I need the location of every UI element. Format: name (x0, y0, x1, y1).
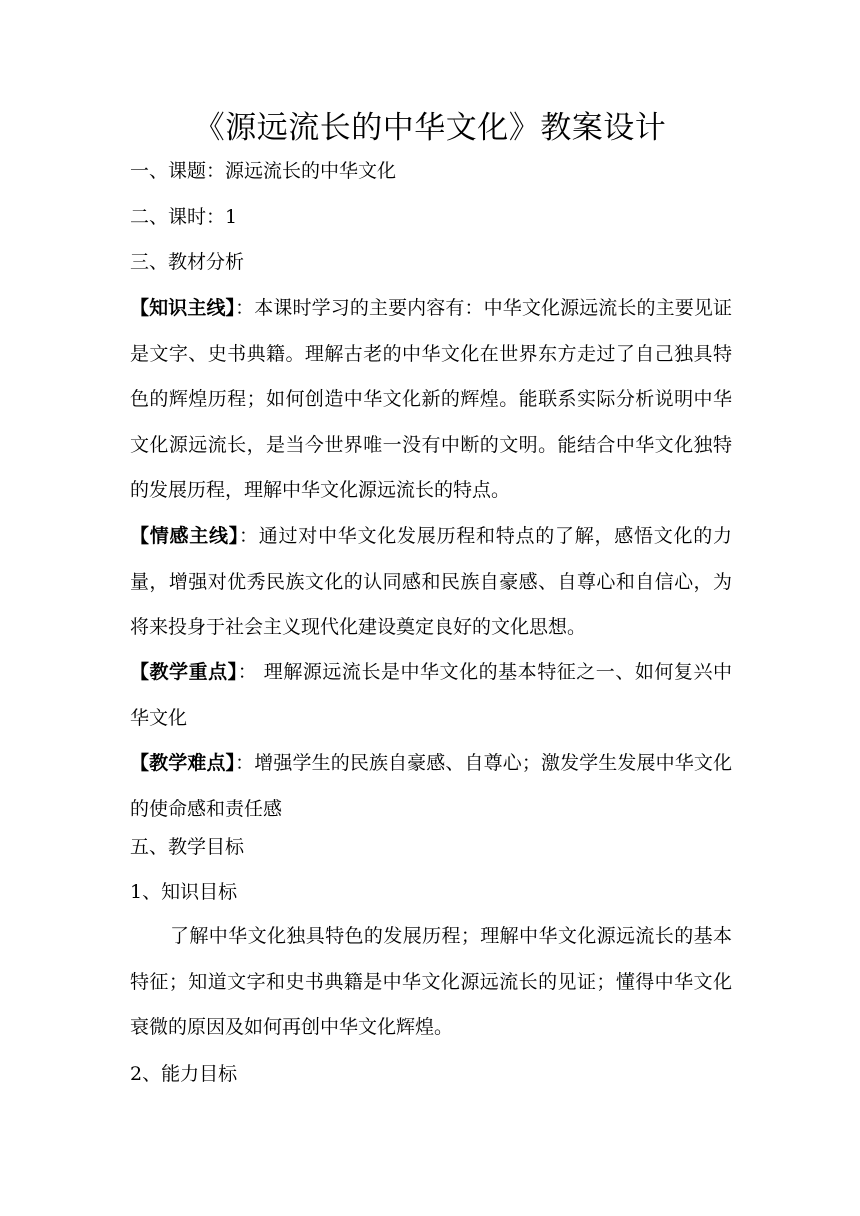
teaching-difficulty-text: ：增强学生的民族自豪感、自尊心；激发学生发展中华文化的使命感和责任感 (130, 752, 732, 820)
knowledge-mainline-label: 【知识主线】 (130, 297, 236, 319)
ability-goal-heading: 2、能力目标 (130, 1063, 238, 1085)
emotion-mainline-text: ：通过对中华文化发展历程和特点的了解，感悟文化的力量，增强对优秀民族文化的认同感和民族自豪感、自尊心和自信心，为将来投身于社会主义现代化建设奠定良好的文化思想。 (130, 525, 732, 638)
goals-heading: 五、教学目标 (130, 836, 245, 858)
knowledge-mainline-text: ：本课时学习的主要内容有：中华文化源远流长的主要见证是文字、史书典籍。理解古老的中华文化在世界东方走过了自己独具特色的辉煌历程；如何创造中华文化新的辉煌。能联系实际分析说明中华文化源远流长，是当今世界唯一没有中断的文明。能结合中华文化独特的发展历程，理解中华文化源远流长的特点。 (130, 297, 732, 501)
teaching-key-point-label: 【教学重点】 (130, 661, 238, 683)
emotion-mainline-label: 【情感主线】 (130, 525, 239, 547)
topic-line: 一、课题：源远流长的中华文化 (130, 160, 397, 182)
knowledge-goal-paragraph: 了解中华文化独具特色的发展历程；理解中华文化源远流长的基本特征；知道文字和史书典籍是中华文化源远流长的见证；懂得中华文化衰微的原因及如何再创中华文化辉煌。 (130, 925, 732, 1038)
teaching-difficulty-label: 【教学难点】 (130, 752, 236, 774)
emotion-mainline-paragraph (130, 514, 732, 651)
knowledge-mainline-paragraph (130, 286, 732, 514)
document-title: 《源远流长的中华文化》教案设计 (193, 110, 667, 146)
teaching-key-point-text: ： 理解源远流长是中华文化的基本特征之一、如何复兴中华文化 (130, 661, 732, 729)
teaching-difficulty-paragraph (130, 741, 732, 832)
periods-line: 二、课时：1 (130, 206, 238, 228)
teaching-key-point-paragraph (130, 650, 732, 741)
analysis-heading: 三、教材分析 (130, 251, 245, 273)
knowledge-goal-heading: 1、知识目标 (130, 881, 238, 903)
